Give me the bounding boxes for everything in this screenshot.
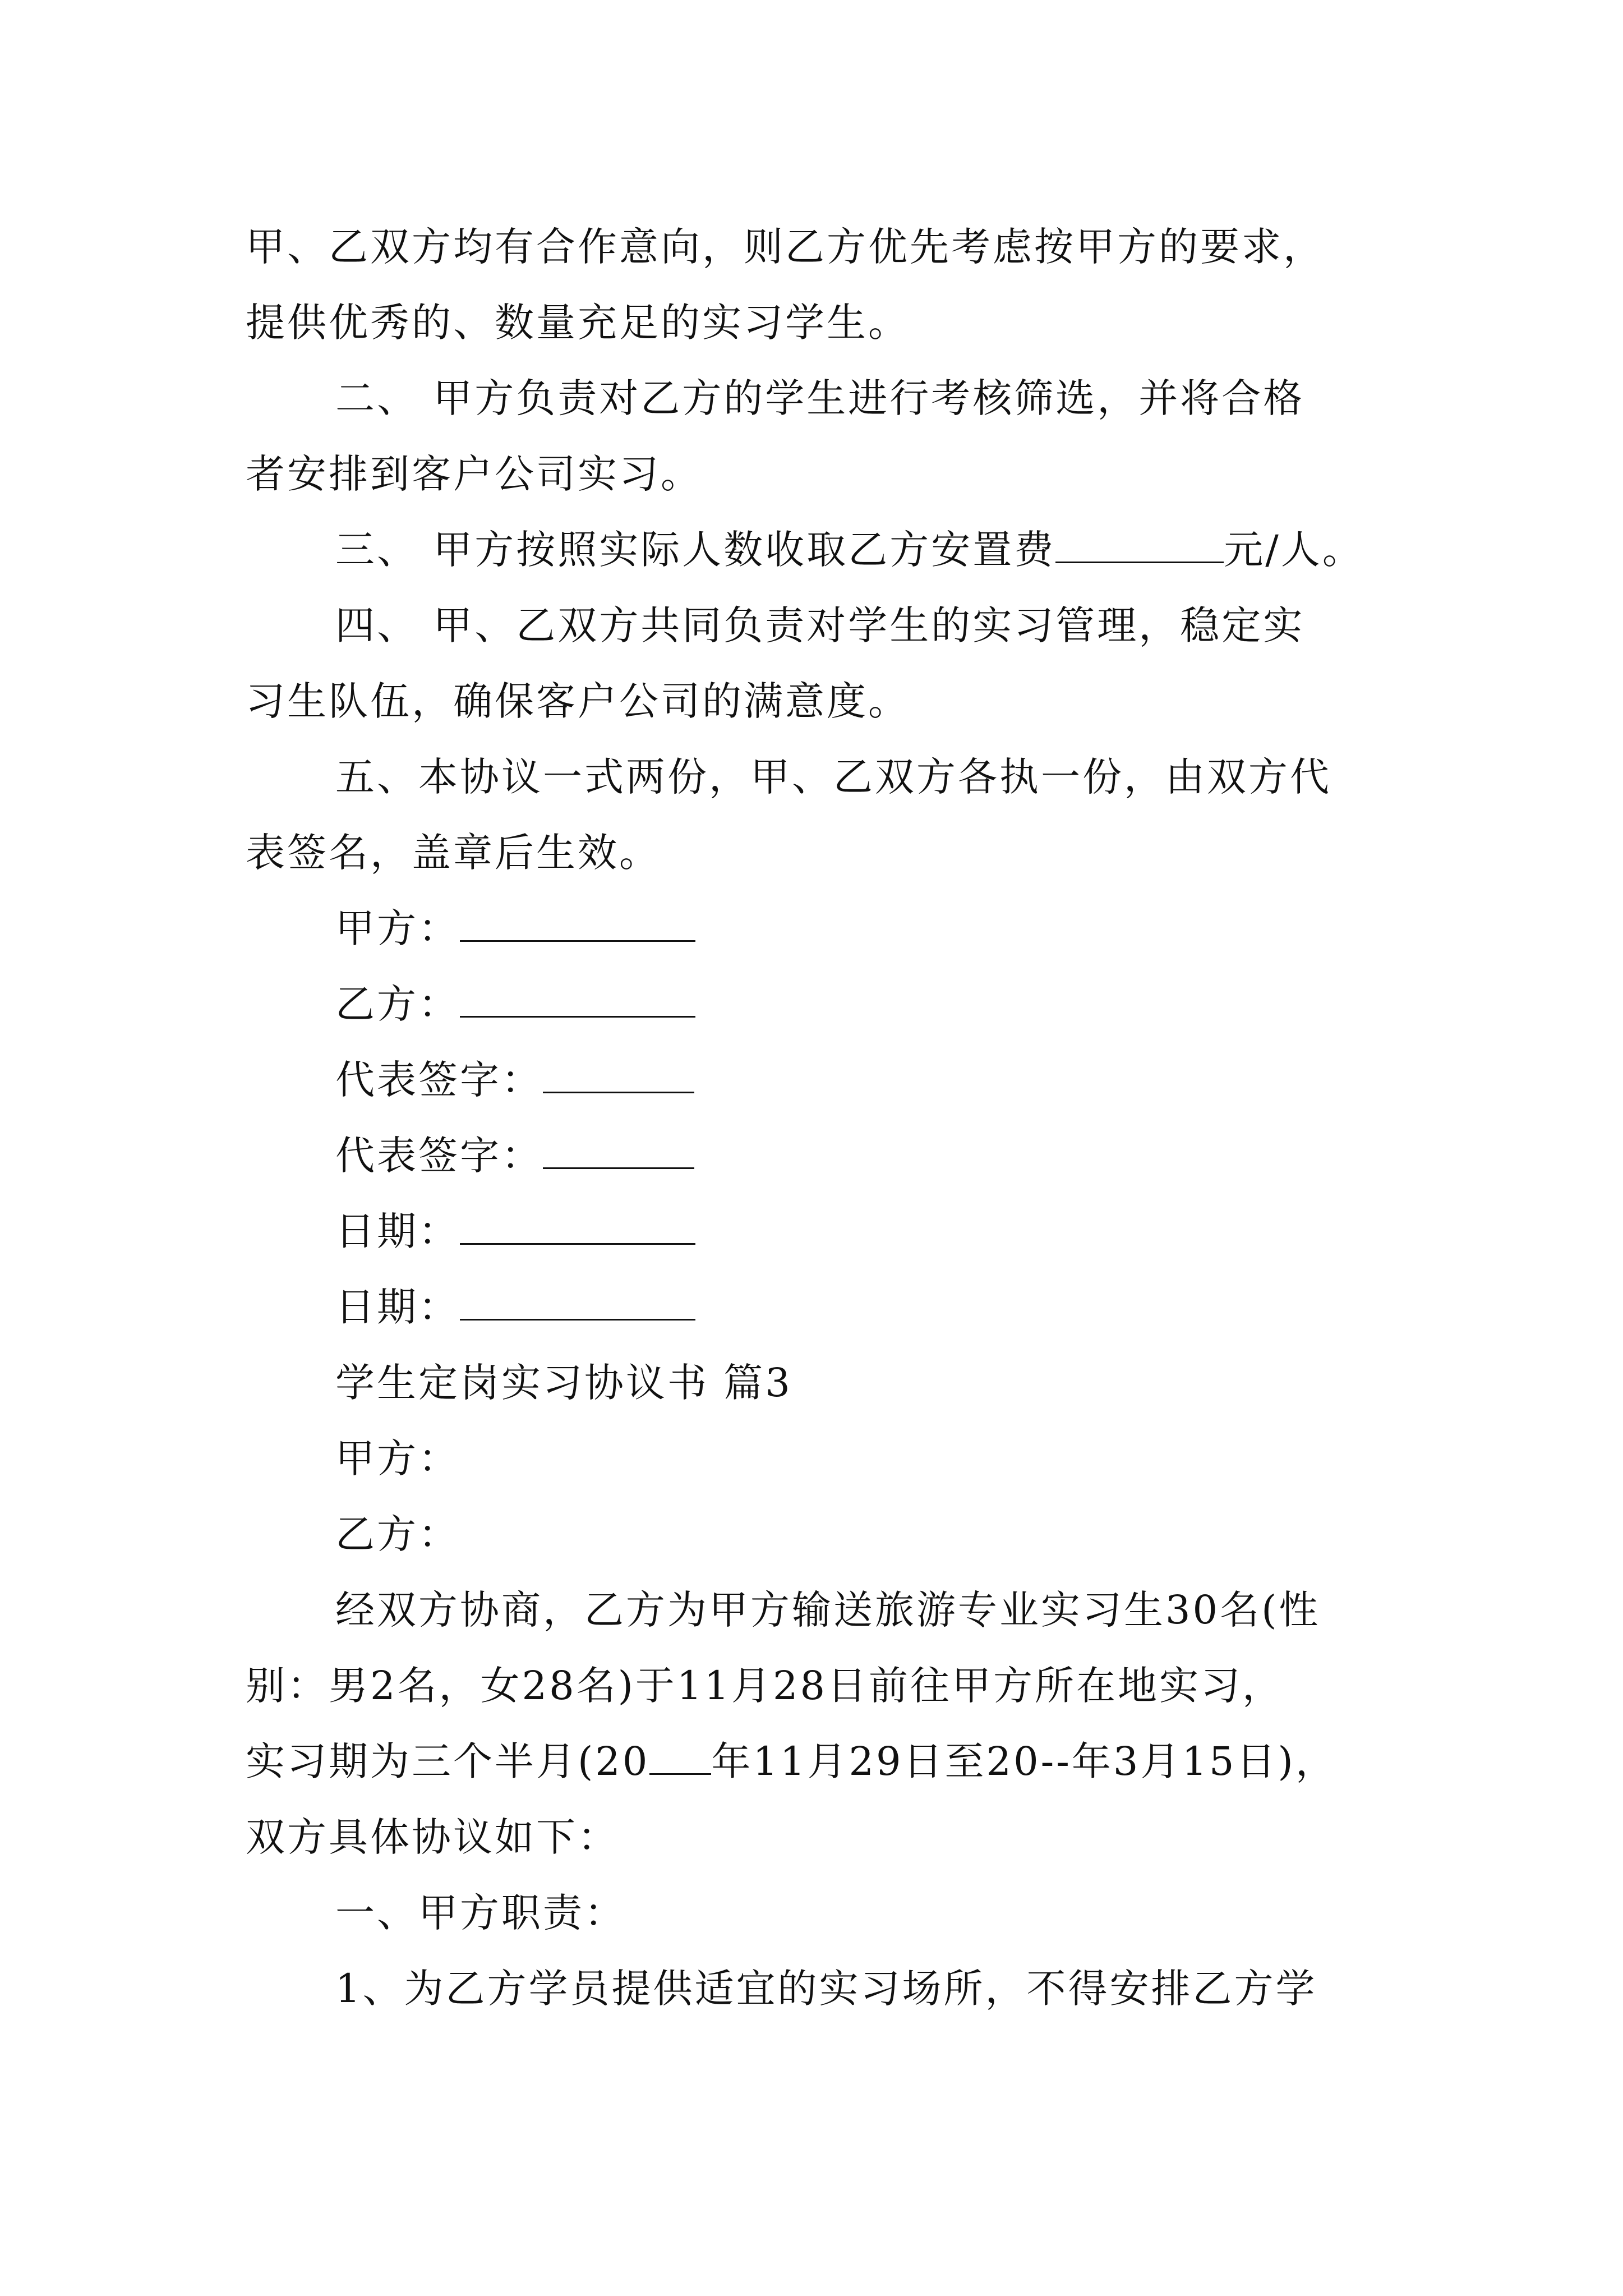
line-text: 双方具体协议如下： [246,1814,619,1860]
line-text: 四、 甲、乙双方共同负责对学生的实习管理，稳定实 [335,602,1305,648]
paragraph-line [246,676,910,726]
line-text: 甲方： [335,1435,460,1481]
party-b-signature-line [335,979,695,1029]
line-text: 经双方协商，乙方为甲方输送旅游专业实习生30名(性 [335,1587,1321,1633]
clause-two-line [335,373,1304,424]
field-label: 甲方： [335,905,460,951]
paragraph-line [246,827,661,878]
line-text: 者安排到客户公司实习。 [246,451,702,497]
paragraph-line [246,222,1325,272]
date-blank [460,1209,695,1245]
party-b-blank [460,982,695,1018]
representative-signature-line [335,1130,694,1181]
paragraph-line [246,1660,1284,1711]
line-text: 1、为乙方学员提供适宜的实习场所，不得安排乙方学 [335,1966,1317,2012]
line-text: 五、本协议一式两份，甲、乙双方各执一份，由双方代 [335,754,1331,800]
field-label: 日期： [335,1208,460,1254]
line-text: 别：男2名，女28名)于11月28日前往甲方所在地实习， [246,1663,1284,1709]
line-text: 二、 甲方负责对乙方的学生进行考核筛选，并将合格 [335,375,1305,421]
representative-blank [543,1134,694,1169]
line-text: 提供优秀的、数量充足的实习学生。 [246,300,910,346]
year-blank [649,1740,711,1775]
paragraph-line [246,297,910,348]
section-heading [335,1358,792,1408]
subsection-heading [335,1888,626,1938]
clause-three-line [335,524,1364,575]
field-label: 乙方： [335,981,460,1027]
line-text: 实习期为三个半月(20 [246,1738,650,1784]
party-b-line [335,1509,460,1559]
clause-four-line [335,600,1304,651]
line-text: 三、 甲方按照实际人数收取乙方安置费 [335,527,1056,573]
clause-five-line [335,752,1331,802]
paragraph-line [246,449,702,499]
party-a-signature-line [335,903,695,954]
line-text: 元/人。 [1224,527,1364,573]
line-text: 年11月29日至20--年3月15日)， [711,1738,1337,1784]
line-text: 习生队伍，确保客户公司的满意度。 [246,678,910,724]
date-blank [460,1285,695,1320]
line-text: 一、甲方职责： [335,1890,626,1936]
date-line [335,1206,695,1257]
line-text: 表签名，盖章后生效。 [246,830,661,876]
representative-blank [543,1058,694,1093]
representative-signature-line [335,1055,694,1105]
field-label: 日期： [335,1284,460,1330]
line-text: 乙方： [335,1511,460,1557]
paragraph-line [335,1963,1317,2014]
fee-blank [1055,528,1224,563]
date-line [335,1282,695,1332]
paragraph-line [246,1812,619,1862]
field-label: 代表签字： [335,1133,543,1179]
field-label: 代表签字： [335,1057,543,1103]
party-a-line [335,1433,460,1484]
paragraph-line [246,1736,1337,1787]
party-a-blank [460,907,695,942]
paragraph-line [335,1585,1320,1635]
line-text: 甲、乙双方均有合作意向，则乙方优先考虑按甲方的要求， [246,224,1325,270]
line-text: 学生定岗实习协议书 篇3 [335,1360,792,1406]
